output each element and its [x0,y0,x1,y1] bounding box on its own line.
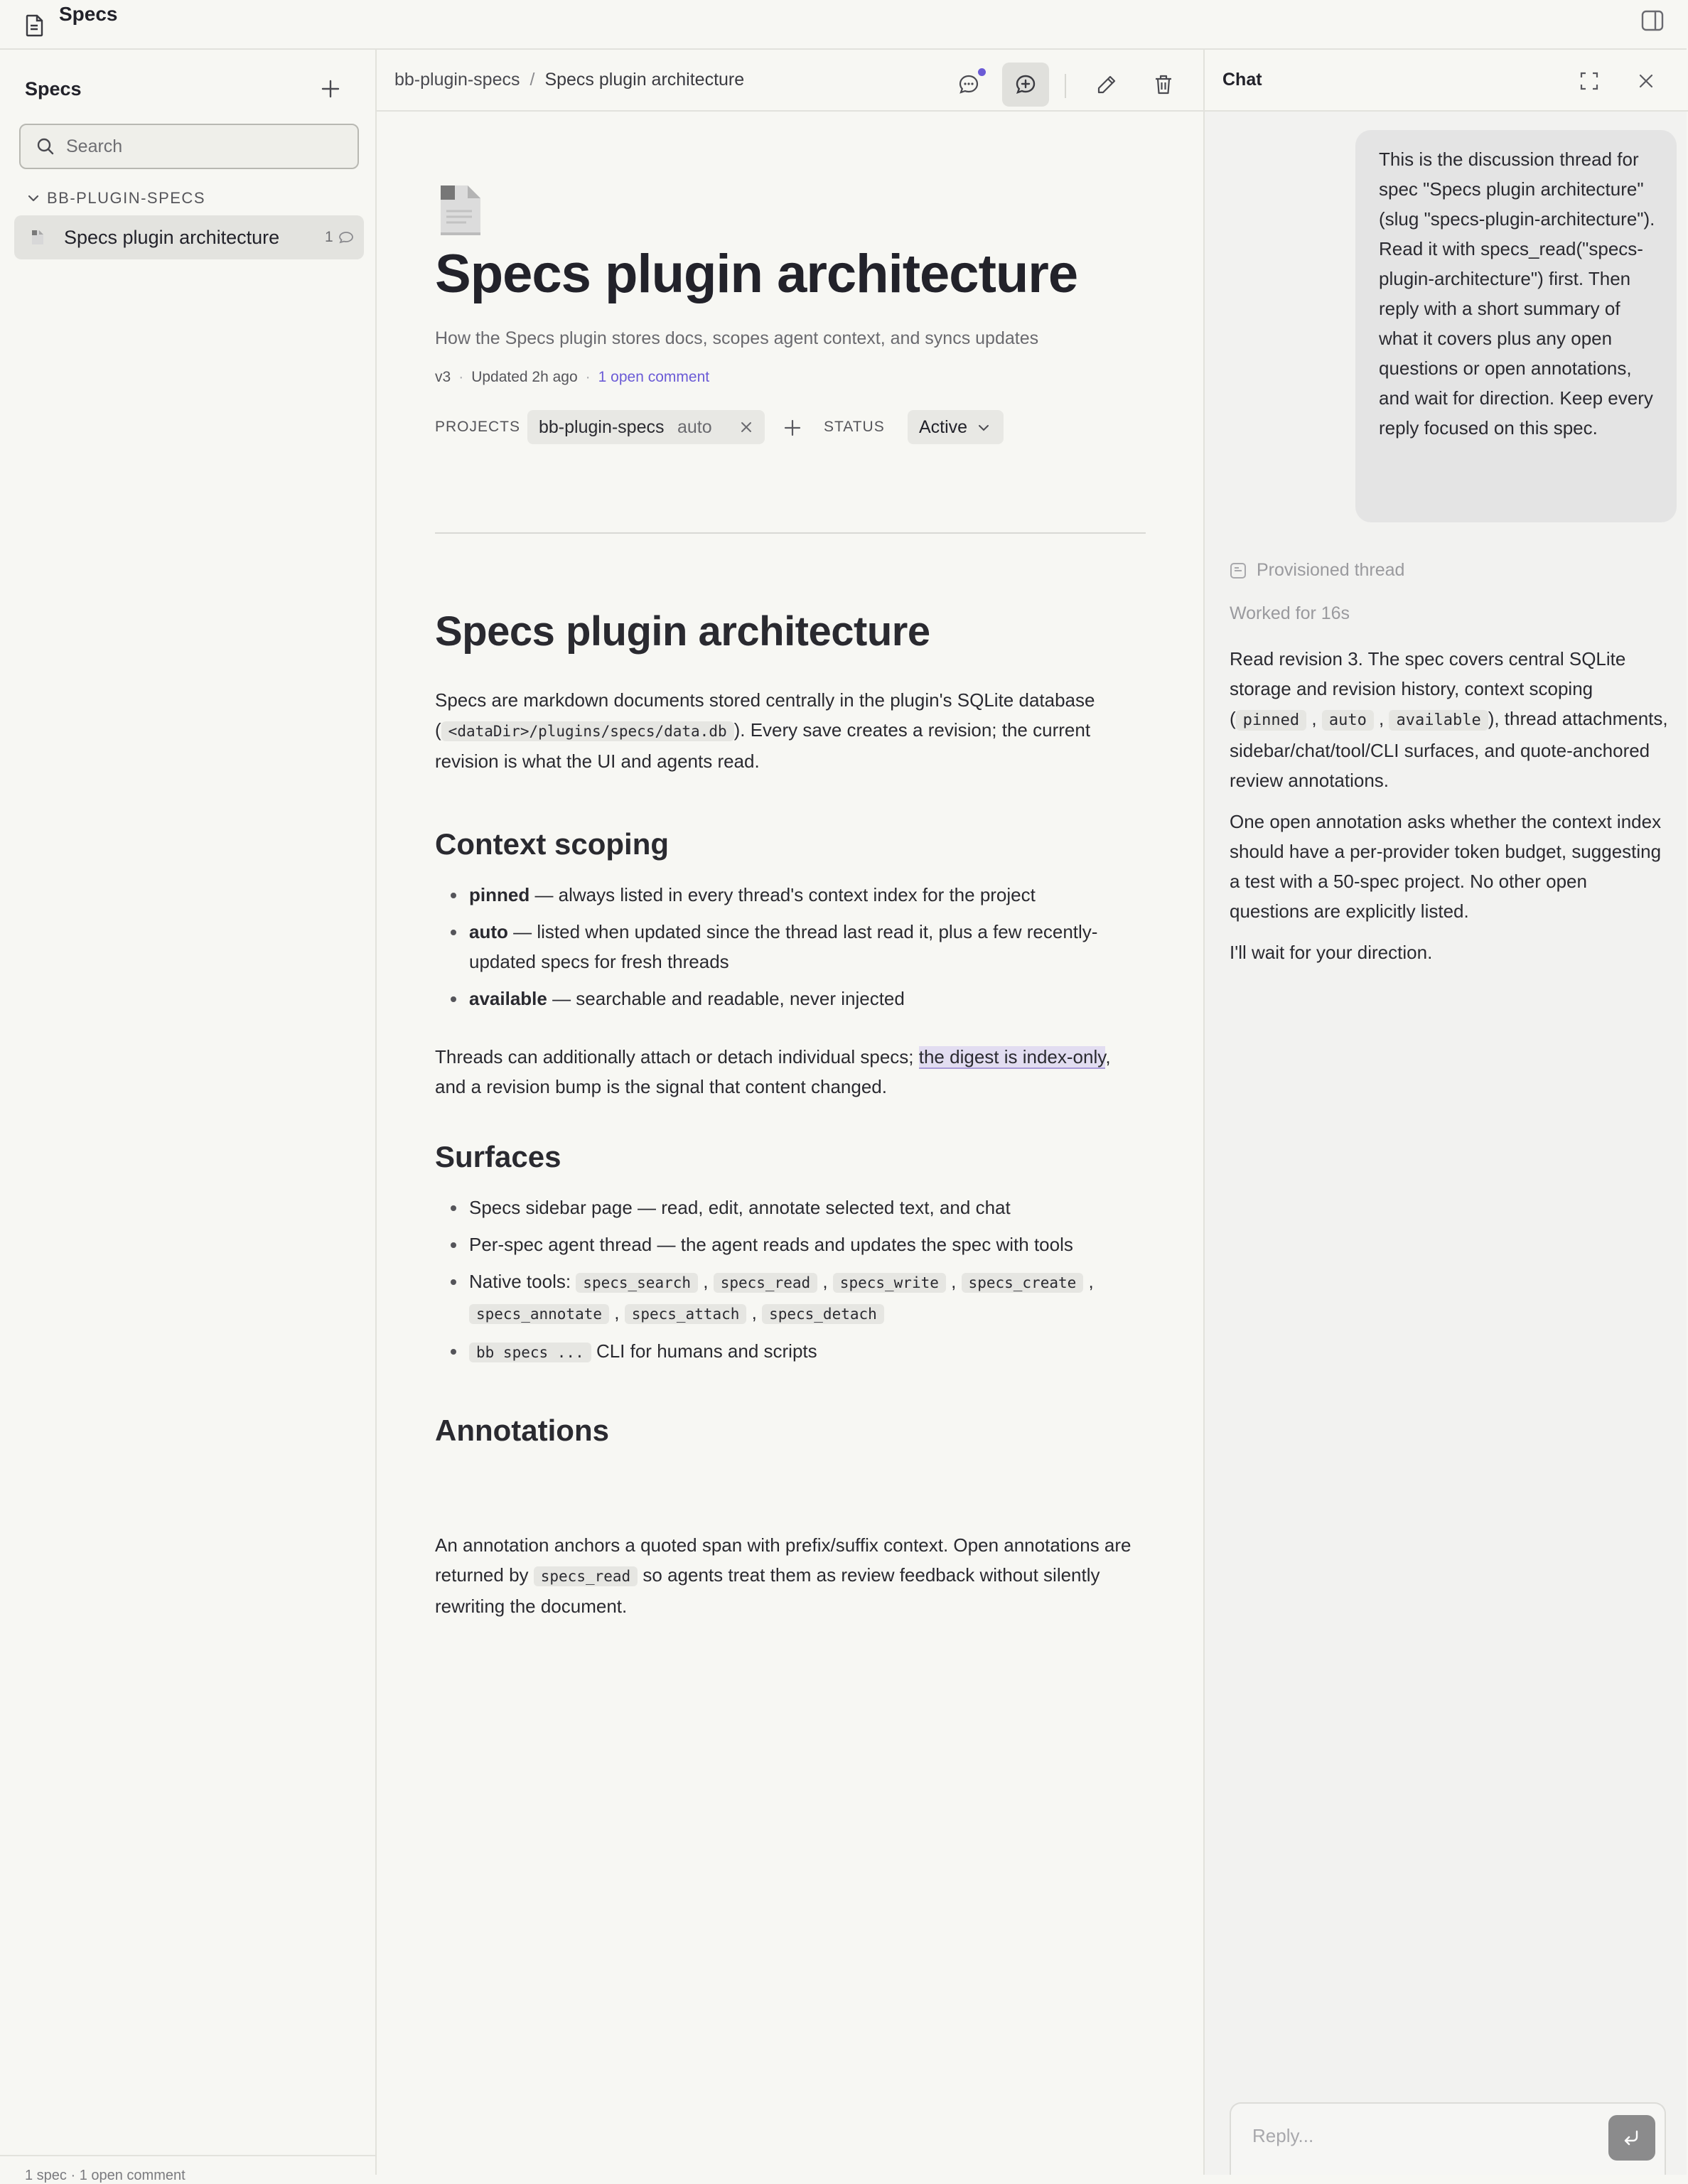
search-box [19,124,359,169]
add-spec-button[interactable] [318,77,343,101]
content-heading: Specs plugin architecture [435,608,930,655]
list-item: Specs sidebar page — read, edit, annotate selected text, and chat [435,1193,1146,1222]
expand-icon[interactable] [1579,71,1599,91]
reply-paragraph: One open annotation asks whether the context index should have a per-provider token budget, suggesting a test with a 50-spec project. No other open questions are explicitly listed. [1230,811,1662,922]
meta-separator: · [458,369,464,385]
divider [435,532,1146,534]
list-text: — always listed in every thread's context index for the project [529,884,1036,905]
list-term: auto [469,921,508,942]
reply-paragraph: I'll wait for your direction. [1230,942,1433,963]
add-project-icon[interactable] [783,419,802,437]
sidebar-group-label: BB-PLUGIN-SPECS [47,189,205,207]
inline-code: <dataDir>/plugins/specs/data.db [441,721,734,741]
inline-code: specs_annotate [469,1304,609,1324]
list-item [435,917,1146,977]
doc-meta [435,369,709,386]
list-text: Native tools: [469,1271,576,1292]
provisioned-thread-status [1230,560,1404,581]
annotations-paragraph [435,1530,1146,1621]
surfaces-list [435,1193,1146,1367]
project-chip-mode: auto [677,417,712,437]
inline-code: specs_search [576,1273,698,1293]
list-item: Native tools: specs_search , specs_read , specs_write , specs_create , specs_annotate , specs_attach , specs_detach [435,1266,1146,1329]
document-emoji-icon [435,183,485,238]
inline-code: available [1389,710,1488,731]
list-item [435,984,1146,1013]
app-bar [0,0,1687,50]
sidebar-footer-text: 1 spec · 1 open comment [25,2168,186,2183]
edit-button[interactable] [1083,63,1130,107]
section-heading-surfaces: Surfaces [435,1140,561,1173]
paragraph-text: An annotation anchors a quoted span with prefix/suffix context. Open annotations are returned by [435,1534,1131,1586]
search-input[interactable] [66,136,336,157]
comment-count: 1 [325,229,333,245]
inline-code: pinned [1236,710,1306,731]
inline-code: specs_read [714,1273,817,1293]
reply-text: Read revision 3. The spec covers central SQLite storage and revision history, context scoping ( [1230,648,1626,729]
intro-text: Specs are markdown documents stored centrally in the plugin's SQLite database ( [435,689,1095,741]
inline-code: auto [1322,710,1374,731]
inline-code: bb specs ... [469,1343,591,1362]
list-text: — listed when updated since the thread last read it, plus a few recently-updated specs for fresh threads [469,921,1098,972]
breadcrumb-project[interactable]: bb-plugin-specs [394,70,520,90]
status-value: Active [919,417,968,437]
list-text: CLI for humans and scripts [591,1340,817,1362]
inline-code: specs_detach [762,1304,884,1324]
send-icon [1621,2127,1643,2148]
inline-code: specs_attach [625,1304,747,1324]
sidebar-title: Specs [25,78,82,99]
paragraph-text: , and a revision bump is the signal that content changed. [435,1046,1111,1097]
sidebar-item-label: Specs plugin architecture [64,227,280,248]
search-icon [36,137,55,156]
assistant-reply [1230,644,1670,979]
list-item [435,880,1146,910]
remove-project-icon[interactable] [739,420,753,434]
close-icon[interactable] [1638,72,1655,90]
specs-app-icon [24,14,45,37]
reply-paragraph: Read revision 3. The spec covers central SQLite storage and revision history, context scoping ( pinned , auto , available ), thread attachments, sidebar/chat/tool/CLI surfaces, and quote-anchored review annotations. [1230,648,1668,791]
comments-button[interactable] [945,63,992,107]
chat-panel [1203,50,1687,2175]
list-item [435,1336,1146,1367]
reply-input[interactable] [1252,2125,1579,2147]
list-term: pinned [469,884,530,905]
worked-duration: Worked for 16s [1230,603,1350,623]
chat-header [1205,50,1688,112]
user-message: This is the discussion thread for spec "Specs plugin architecture" (slug "specs-plugin-architecture"). Read it with specs_read("specs-plugin-architecture") first. Then reply with a short summary of what it covers plus any open questions or open annotations, and wait for direction. Keep every reply focused on this spec. [1355,130,1677,522]
breadcrumb-separator: / [529,70,535,90]
annotation-highlight[interactable]: the digest is index-only [918,1046,1106,1067]
add-comment-icon [1014,72,1038,97]
sidebar [0,50,377,2183]
chevron-down-icon [977,423,990,433]
list-item: Per-spec agent thread — the agent reads and updates the spec with tools [435,1230,1146,1259]
send-button[interactable] [1608,2115,1655,2161]
inline-code: specs_read [534,1566,638,1586]
page-subtitle: How the Specs plugin stores docs, scopes agent context, and syncs updates [435,328,1039,348]
thread-icon [1230,562,1247,579]
doc-properties [435,410,1146,444]
status-select[interactable] [908,410,1004,444]
status-label: STATUS [824,419,885,435]
comment-icon [957,72,981,97]
projects-label: PROJECTS [435,419,521,435]
paragraph-text: so agents treat them as review feedback without silently rewriting the document. [435,1564,1100,1617]
main-content [377,50,1203,2175]
intro-text: ). Every save creates a revision; the current revision is what the UI and agents read. [435,719,1091,772]
document-icon [30,230,45,245]
breadcrumb-current: Specs plugin architecture [544,70,745,90]
app-title: Specs [59,3,118,25]
meta-separator: · [585,369,591,385]
inline-code: specs_create [962,1273,1084,1293]
version-label: v3 [435,369,451,385]
add-comment-button[interactable] [1002,63,1049,107]
paragraph-text: Threads can additionally attach or detach individual specs; [435,1046,919,1067]
comment-bubble-icon [338,231,354,244]
delete-button[interactable] [1140,63,1187,107]
attach-paragraph [435,1042,1146,1102]
reply-composer [1230,2102,1666,2175]
toolbar-divider [1065,74,1066,98]
pencil-icon [1095,73,1118,96]
doc-toolbar [377,50,1203,112]
list-term: available [469,988,547,1009]
chat-title: Chat [1222,70,1262,90]
project-chip[interactable] [527,410,765,444]
inline-code: specs_write [833,1273,946,1293]
provisioned-label: Provisioned thread [1257,560,1405,580]
chevron-down-icon [27,193,40,203]
context-scoping-list [435,880,1146,1013]
sidebar-group-header[interactable] [27,189,205,208]
list-text: — searchable and readable, never injected [547,988,905,1009]
toggle-panel-icon[interactable] [1641,10,1664,31]
unread-dot [978,68,986,76]
intro-paragraph [435,685,1146,776]
trash-icon [1153,73,1174,96]
breadcrumb [394,70,744,90]
sidebar-footer [0,2155,375,2183]
updated-label: Updated 2h ago [471,369,578,385]
section-heading-context-scoping: Context scoping [435,827,670,861]
section-heading-annotations: Annotations [435,1414,609,1447]
reply-text: ), thread attachments, sidebar/chat/tool/CLI surfaces, and quote-anchored review annotations. [1230,708,1668,791]
open-comment-link[interactable]: 1 open comment [598,369,710,385]
page-title: Specs plugin architecture [435,244,1078,304]
sidebar-item-specs-plugin-architecture[interactable] [14,215,364,259]
project-chip-name: bb-plugin-specs [539,417,665,437]
